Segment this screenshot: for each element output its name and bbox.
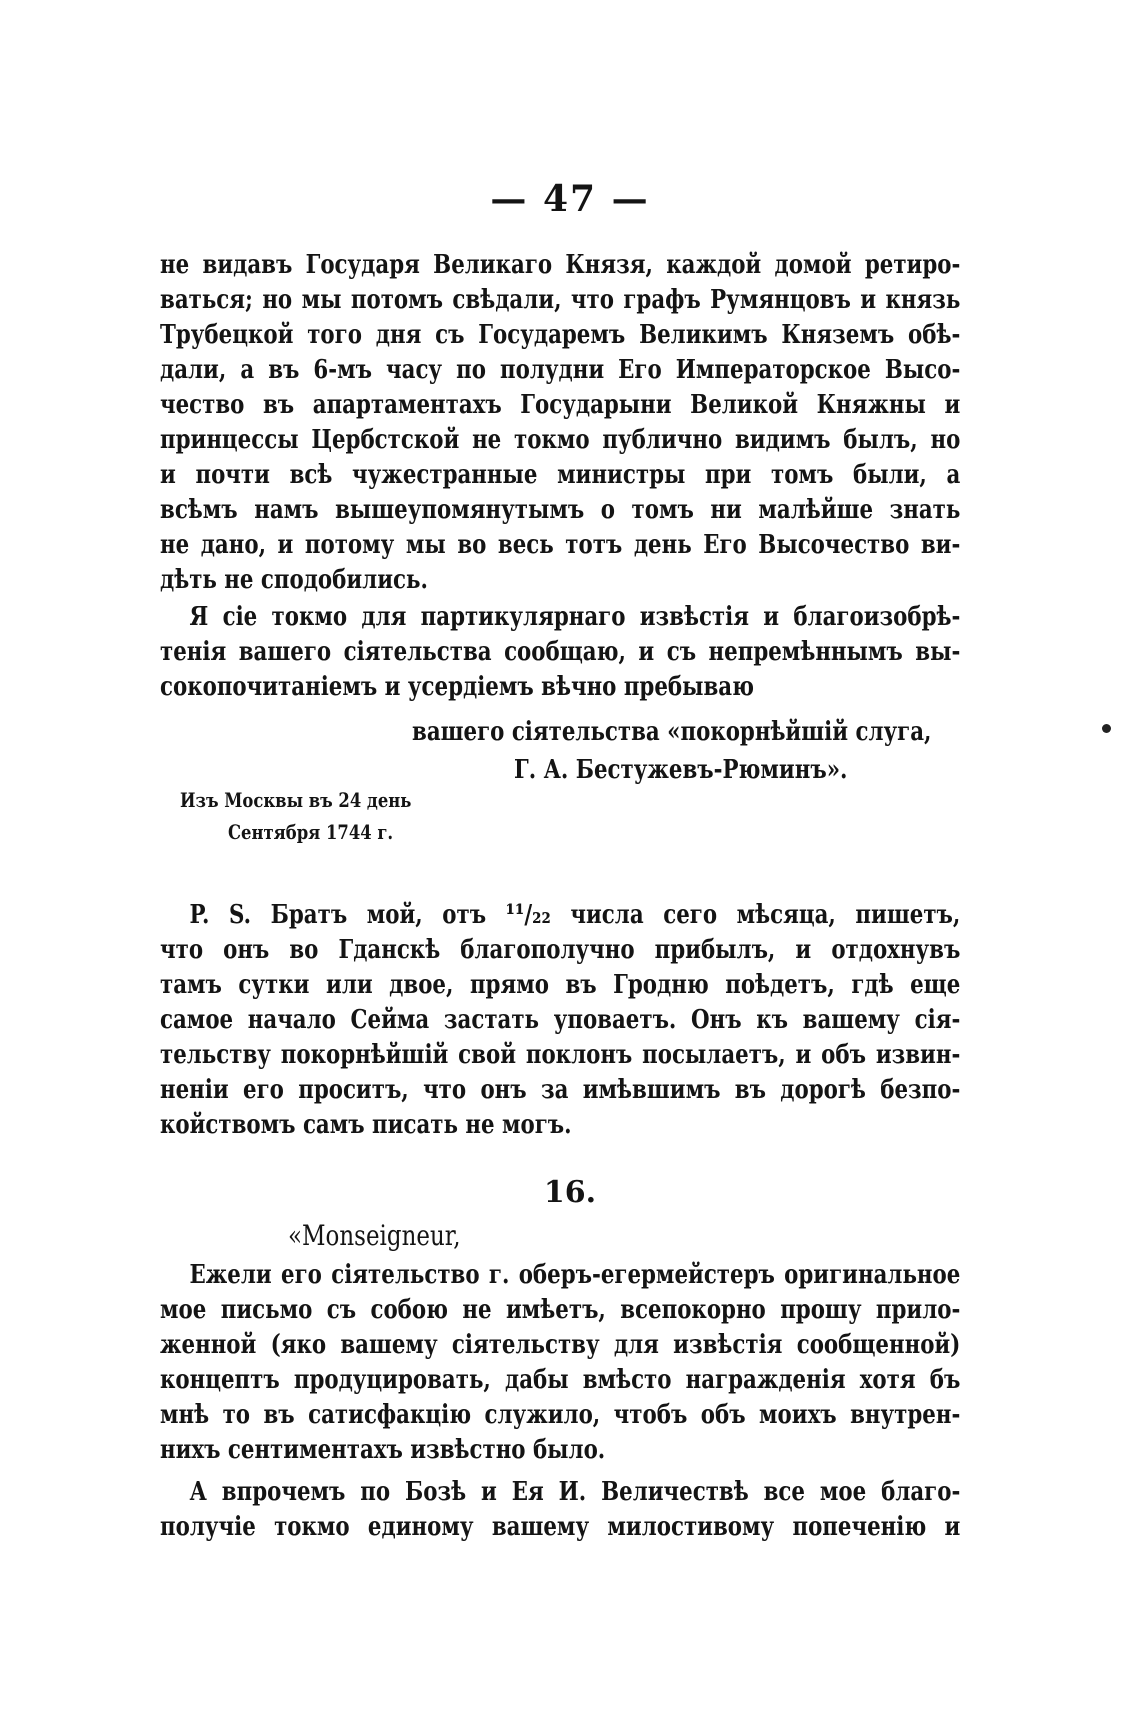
text-line: тенія вашего сіятельства сообщаю, и съ непремѣннымъ вы- [160, 637, 961, 667]
text-line: концептъ продуцировать, дабы вмѣсто награжденія хотя бъ [160, 1365, 961, 1395]
ink-speck [1102, 724, 1111, 733]
letter-date: Сентября 1744 г. [228, 820, 394, 844]
text-line: нихъ сентиментахъ извѣстно было. [160, 1435, 606, 1465]
text-line: дѣть не сподобились. [160, 565, 428, 595]
page-number: — 47 — [490, 178, 650, 220]
text-line: мнѣ то въ сатисфакцію служило, чтобъ объ моихъ внутрен- [160, 1400, 961, 1430]
text-line: неніи его проситъ, что онъ за имѣвшимъ въ дорогѣ безпо- [160, 1075, 961, 1105]
text-line: принцессы Цербстской не токмо публично видимъ былъ, но [160, 425, 961, 455]
section-number: 16. [543, 1175, 597, 1210]
paragraph-3 [160, 1258, 960, 1468]
text-line: койствомъ самъ писать не могъ. [160, 1110, 572, 1140]
text-line: тамъ сутки или двое, прямо въ Гродню поѣдетъ, гдѣ еще [160, 970, 961, 1000]
text-line: чество въ апартаментахъ Государыни Великой Княжны и [160, 390, 961, 420]
text-line: и почти всѣ чужестранные министры при томъ были, а [160, 460, 961, 490]
text-line: мое письмо съ собою не имѣетъ, всепокорно прошу прило- [160, 1295, 961, 1325]
text-line: тельству покорнѣйшій свой поклонъ посылаетъ, и объ извин- [160, 1040, 961, 1070]
text-line: Трубецкой того дня съ Государемъ Великимъ Княземъ обѣ- [160, 320, 961, 350]
salutation: «Monseigneur, [288, 1219, 461, 1252]
text-line: всѣмъ намъ вышеупомянутымъ о томъ ни малѣйше знать [160, 495, 961, 525]
text-line: самое начало Сейма застать уповаетъ. Онъ къ вашему сія- [160, 1005, 961, 1035]
paragraph-1 [160, 248, 960, 598]
text-line: сокопочитаніемъ и усердіемъ вѣчно пребываю [160, 672, 754, 702]
text-line: женной (яко вашему сіятельству для извѣстія сообщенной) [160, 1330, 961, 1360]
text-line: что онъ во Гданскѣ благополучно прибылъ, и отдохнувъ [160, 935, 961, 965]
text-line: P. S. Братъ мой, отъ ¹¹/₂₂ числа сего мѣсяца, пишетъ, [189, 900, 961, 930]
text-line: Ежели его сіятельство г. оберъ-егермейстеръ оригинальное [189, 1260, 961, 1290]
letter-place: Изъ Москвы въ 24 день [180, 788, 412, 812]
closing-line-1: вашего сіятельства «покорнѣйшій слуга, [412, 717, 932, 747]
text-line: Я сіе токмо для партикулярнаго извѣстія и благоизобрѣ- [189, 602, 961, 632]
text-line: получіе токмо единому вашему милостивому попеченію и [160, 1512, 961, 1542]
text-line: не видавъ Государя Великаго Князя, каждой домой ретиро- [160, 250, 961, 280]
paragraph-4 [160, 1475, 960, 1545]
text-line: А впрочемъ по Бозѣ и Ея И. Величествѣ все мое благо- [189, 1477, 961, 1507]
text-line: ваться; но мы потомъ свѣдали, что графъ Румянцовъ и князь [160, 285, 961, 315]
text-line: не дано, и потому мы во весь тотъ день Его Высочество ви- [160, 530, 961, 560]
text-line: дали, а въ 6-мъ часу по полудни Его Императорское Высо- [160, 355, 961, 385]
paragraph-2 [160, 600, 960, 705]
closing-signature: Г. А. Бестужевъ-Рюминъ». [514, 755, 848, 785]
postscript [160, 898, 960, 1143]
